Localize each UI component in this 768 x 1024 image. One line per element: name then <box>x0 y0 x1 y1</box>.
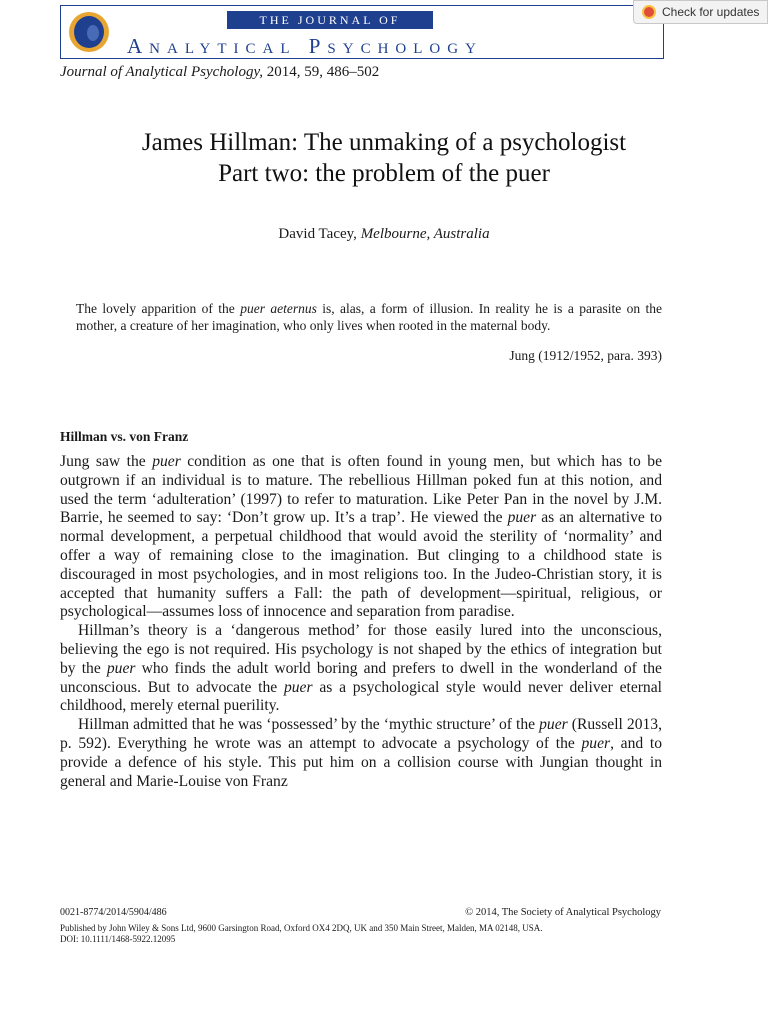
text-run: (Russell 2013, p. 592). Everything he wrote was an attempt to advocate a psychology of the <box>60 716 662 752</box>
text-run: as a psychological style would never deliver eternal childhood, merely eternal puerility. <box>60 678 662 715</box>
journal-logo <box>69 12 109 52</box>
footer-issn: 0021-8774/2014/5904/486 <box>60 907 167 918</box>
text-run: Hillman admitted that he was ‘possessed’ by the ‘mythic structure’ of the <box>78 716 540 734</box>
paragraph-3 <box>60 716 662 791</box>
text-run: Hillman’s theory is a ‘dangerous method’ for those easily lured into the unconscious, believing the ego is not required. His psychology is not shaped by the ethics of integration but by the <box>60 622 662 677</box>
italic-term: puer <box>106 659 136 677</box>
author-line <box>40 226 728 243</box>
journal-masthead <box>60 5 664 59</box>
epigraph-quote <box>76 300 662 334</box>
epigraph-text-end: is, alas, a form of illusion. In reality he is a parasite on the mother, a creature of her imagination, who only lives when rooted in the maternal body. <box>76 301 662 333</box>
article-doi: DOI: 10.1111/1468-5922.12095 <box>60 933 176 944</box>
publisher-info <box>60 923 680 944</box>
text-run: , and to provide a defence of his style. This put him on a collision course with Jungian thought in general and Marie-Louise von Franz <box>60 734 662 790</box>
check-for-updates-label: Check for updates <box>662 5 760 19</box>
epigraph-italic: puer aeternus <box>240 301 317 316</box>
epigraph-text-start: The lovely apparition of the <box>76 301 241 316</box>
journal-band-text: THE JOURNAL OF <box>227 11 433 29</box>
journal-name: Analytical Psychology <box>127 34 483 58</box>
italic-term: puer <box>283 678 313 696</box>
paragraph-2 <box>60 622 662 716</box>
text-run: condition as one that is often found in young men, but which has to be outgrown if an individual is to mature. The rebellious Hillman poked fun at this notion, and used the term ‘adulteration’ (1997) to refer to maturation. Like Peter Pan in the novel by J.M. Barrie, he seemed to say: ‘Don’t grow up. It’s a trap’. He viewed the <box>60 453 662 527</box>
logo-highlight <box>87 25 99 41</box>
footer-copyright: © 2014, The Society of Analytical Psychology <box>465 907 661 918</box>
italic-term: puer <box>539 716 568 734</box>
title-line-1: James Hillman: The unmaking of a psychologist <box>141 129 627 156</box>
author-name: David Tacey, <box>278 226 357 242</box>
crossmark-icon <box>642 5 656 19</box>
epigraph-citation: Jung (1912/1952, para. 393) <box>509 348 662 363</box>
italic-term: puer <box>152 453 181 470</box>
body-text <box>60 453 662 791</box>
italic-term: puer <box>581 734 611 752</box>
text-run: Jung saw the <box>60 453 153 470</box>
publisher-address: Published by John Wiley & Sons Ltd, 9600 Garsington Road, Oxford OX4 2DQ, UK and 350 Main Street, Malden, MA 02148, USA. <box>60 923 543 933</box>
check-for-updates-button[interactable] <box>633 0 768 24</box>
logo-inner-circle <box>74 16 104 48</box>
journal-citation <box>60 64 379 81</box>
paragraph-1 <box>60 453 662 622</box>
text-run: as an alternative to normal development, a perpetual childhood that would avoid the sterility of ‘normality’ and offer a way of remaining close to the imagination. But clinging to a childhood state is discouraged in most psychologies, and in most religions too. In the Judeo-Christian story, it is accepted that humanity suffers a Fall: the path of development—spiritual, religious, or psychological—assumes loss of innocence and separation from paradise. <box>60 509 662 621</box>
citation-details: 2014, 59, 486–502 <box>266 64 380 80</box>
title-line-2: Part two: the problem of the puer <box>218 160 550 187</box>
text-run: who finds the adult world boring and prefers to dwell in the wonderland of the unconscious. But to advocate the <box>60 659 662 696</box>
italic-term: puer <box>507 509 537 527</box>
article-title <box>40 127 728 189</box>
section-heading: Hillman vs. von Franz <box>60 429 189 444</box>
author-affiliation: Melbourne, Australia <box>360 226 490 242</box>
citation-journal: Journal of Analytical Psychology, <box>60 64 264 80</box>
